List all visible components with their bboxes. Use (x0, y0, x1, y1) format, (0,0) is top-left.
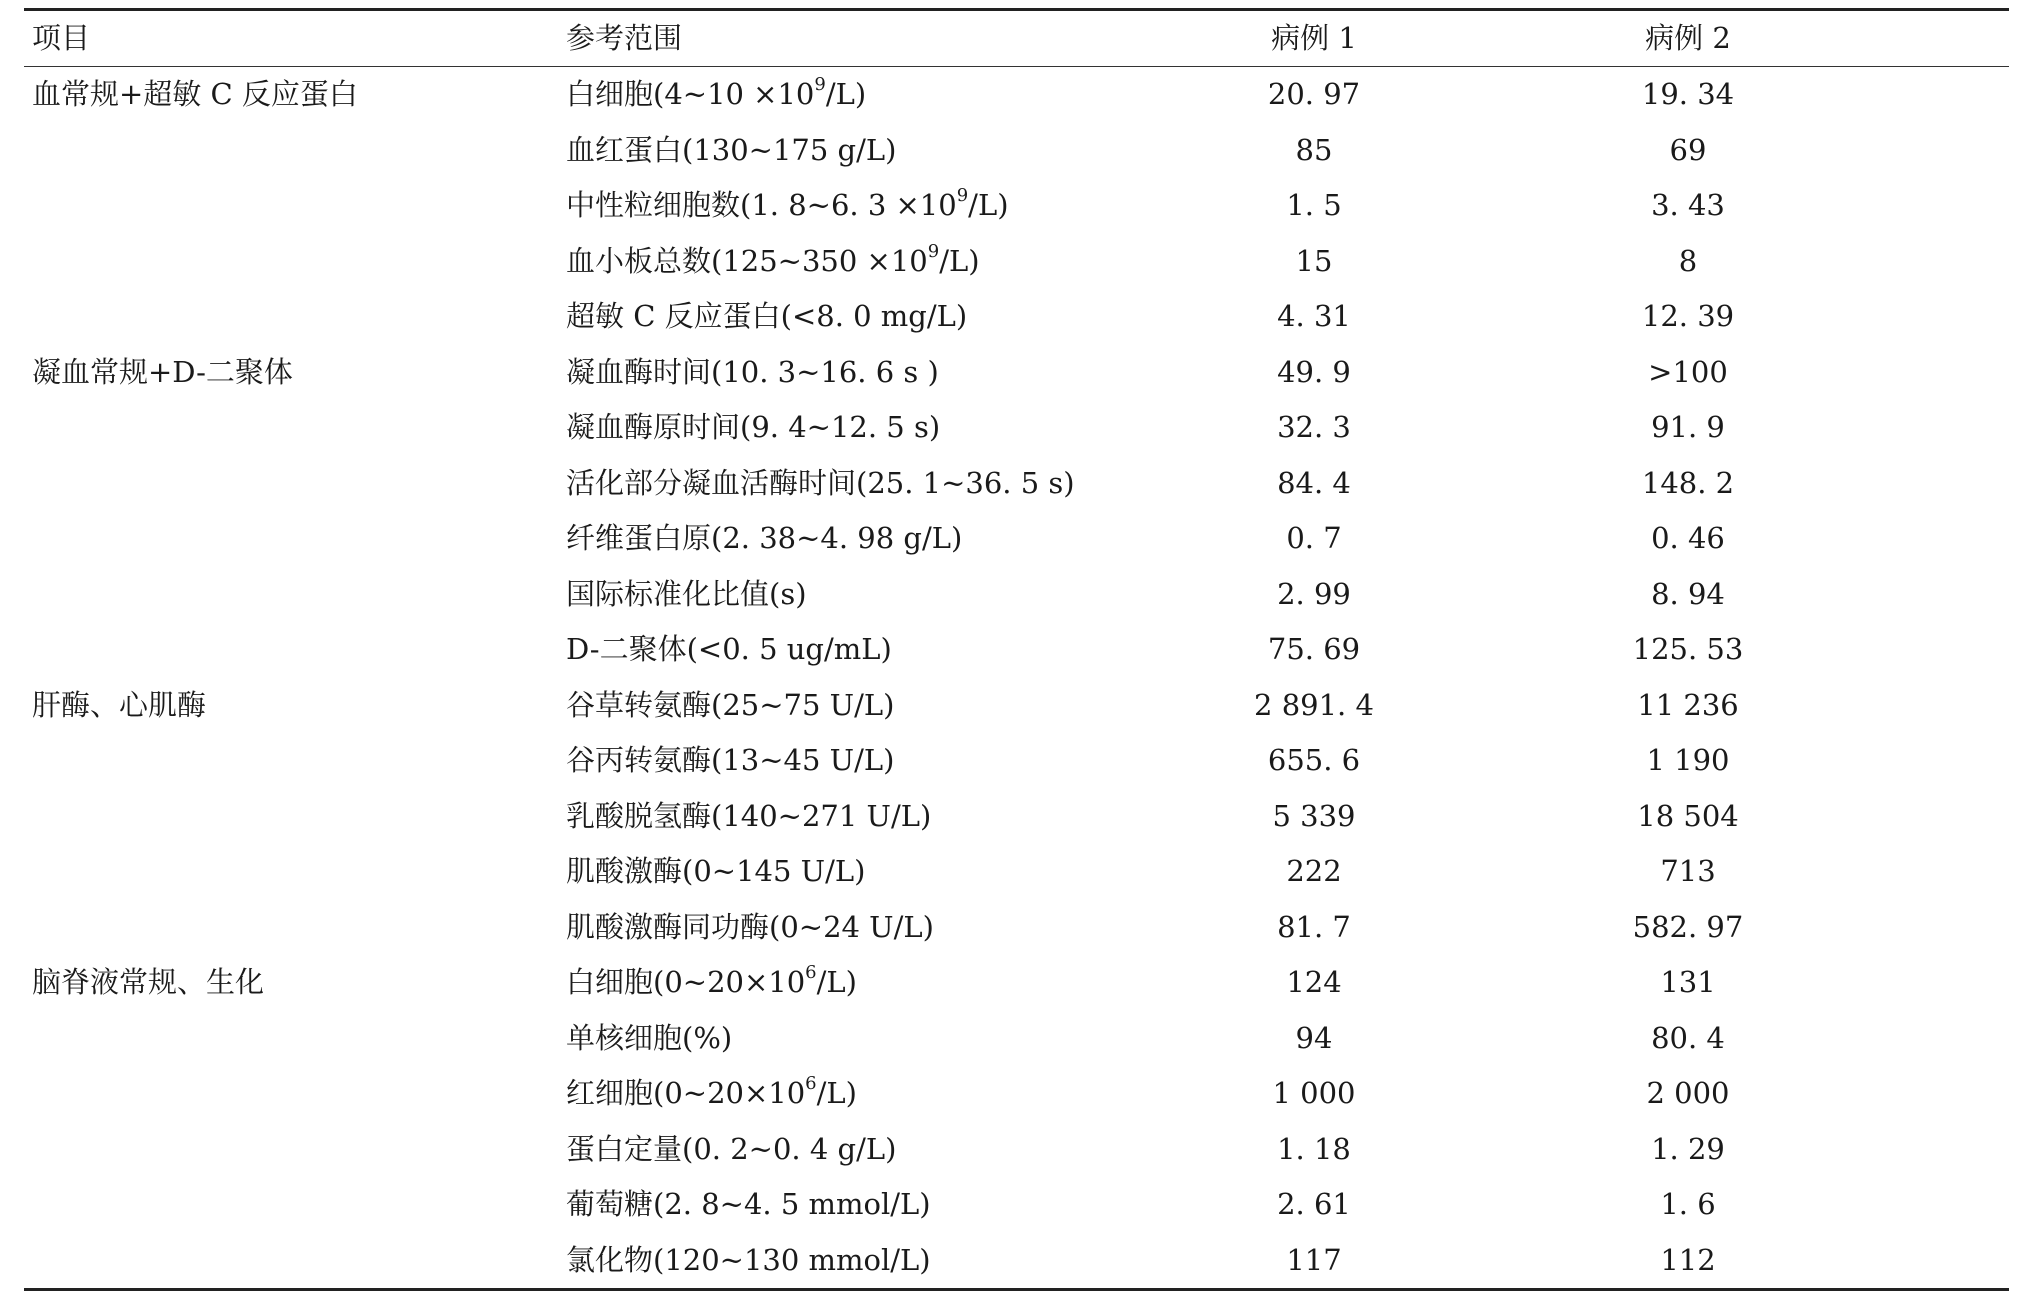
header-item: 项目 (32, 21, 91, 55)
reference-text: 白细胞(0~20×10 (566, 965, 806, 999)
reference-text: 谷草转氨酶(25~75 U/L) (566, 687, 895, 722)
row-reference-range (566, 844, 865, 900)
reference-text: 谷丙转氨酶(13~45 U/L) (566, 743, 895, 777)
row-case-2-value: 582. 97 (1632, 909, 1744, 944)
table-body (24, 67, 2009, 1288)
table-row (24, 1122, 2009, 1178)
reference-unit: /L) (939, 243, 980, 278)
table-row (24, 67, 2009, 123)
reference-text: 超敏 C 反应蛋白(<8. 0 mg/L) (566, 299, 968, 333)
table-row (24, 456, 2009, 512)
row-reference-range (566, 1122, 896, 1178)
reference-text: 血小板总数(125~350 ×10 (566, 243, 928, 278)
table-row (24, 289, 2009, 345)
row-reference-range (566, 789, 931, 845)
row-case-2-value: 1. 29 (1651, 1131, 1725, 1166)
row-case-1-value: 1. 18 (1277, 1131, 1351, 1166)
row-group-label: 凝血常规+D-二聚体 (32, 354, 293, 389)
reference-text: 氯化物(120~130 mmol/L) (566, 1242, 931, 1277)
row-case-2-value: 0. 46 (1651, 521, 1725, 555)
reference-text: 葡萄糖(2. 8~4. 5 mmol/L) (566, 1187, 931, 1221)
row-case-1-value: 0. 7 (1286, 521, 1342, 555)
reference-unit: /L) (816, 1076, 857, 1110)
row-reference-range (566, 289, 967, 345)
row-reference-range (566, 733, 894, 789)
row-reference-range (566, 678, 894, 734)
lab-results-table (24, 8, 2009, 1291)
row-reference-range (566, 1177, 931, 1233)
reference-unit: /L) (816, 965, 857, 999)
table-row (24, 1233, 2009, 1289)
row-case-1-value: 20. 97 (1267, 77, 1361, 111)
row-reference-range (566, 567, 807, 623)
table-row (24, 678, 2009, 734)
header-reference-range: 参考范围 (566, 21, 683, 55)
header-case-1: 病例 1 (1271, 21, 1357, 55)
row-case-2-value: 8. 94 (1651, 576, 1725, 611)
row-case-1-value: 124 (1286, 965, 1342, 999)
row-reference-range (566, 1066, 857, 1122)
table-row (24, 955, 2009, 1011)
row-case-1-value: 4. 31 (1277, 299, 1351, 333)
row-case-2-value: 131 (1660, 965, 1716, 999)
row-case-1-value: 1. 5 (1286, 188, 1342, 222)
row-case-2-value: 91. 9 (1651, 410, 1725, 444)
table-row (24, 400, 2009, 456)
row-case-1-value: 84. 4 (1277, 465, 1351, 500)
row-case-1-value: 2. 99 (1277, 576, 1351, 611)
row-case-1-value: 85 (1295, 132, 1333, 167)
row-case-2-value: 3. 43 (1651, 188, 1725, 222)
row-case-2-value: 69 (1669, 132, 1707, 167)
table-row (24, 1177, 2009, 1233)
reference-text: 肌酸激酶(0~145 U/L) (566, 854, 866, 888)
row-reference-range (566, 67, 866, 123)
table-row (24, 844, 2009, 900)
row-case-2-value: 11 236 (1637, 687, 1739, 722)
table-row (24, 178, 2009, 234)
row-case-1-value: 49. 9 (1277, 354, 1351, 389)
row-reference-range (566, 178, 1009, 234)
row-reference-range (566, 400, 940, 456)
reference-text: 纤维蛋白原(2. 38~4. 98 g/L) (566, 521, 963, 555)
row-case-1-value: 2. 61 (1277, 1187, 1351, 1221)
row-reference-range (566, 900, 934, 956)
row-case-1-value: 15 (1295, 243, 1333, 278)
table-row (24, 234, 2009, 290)
row-group-label: 肝酶、心肌酶 (32, 687, 207, 722)
row-case-1-value: 32. 3 (1277, 410, 1351, 444)
table-header-row (24, 11, 2009, 66)
row-case-2-value: 19. 34 (1641, 77, 1735, 111)
reference-text: 单核细胞(%) (566, 1020, 733, 1055)
row-case-2-value: 12. 39 (1641, 299, 1735, 333)
table-row (24, 733, 2009, 789)
row-reference-range (566, 456, 1075, 512)
row-case-1-value: 94 (1295, 1020, 1333, 1055)
reference-text: 血红蛋白(130~175 g/L) (566, 132, 897, 167)
reference-text: 活化部分凝血活酶时间(25. 1~36. 5 s) (566, 465, 1075, 500)
reference-exponent: 9 (927, 240, 940, 262)
row-reference-range (566, 1011, 732, 1067)
row-reference-range (566, 955, 857, 1011)
header-case-2: 病例 2 (1645, 21, 1731, 55)
row-case-2-value: 8 (1678, 243, 1698, 278)
row-case-2-value: >100 (1648, 354, 1728, 389)
table-bottom-rule (24, 1288, 2009, 1291)
reference-text: D-二聚体(<0. 5 ug/mL) (566, 632, 892, 666)
table-row (24, 123, 2009, 179)
table-row (24, 511, 2009, 567)
row-group-label: 脑脊液常规、生化 (32, 965, 265, 999)
row-case-1-value: 75. 69 (1267, 632, 1361, 666)
row-case-1-value: 2 891. 4 (1254, 687, 1374, 722)
row-reference-range (566, 234, 980, 290)
reference-unit: /L) (968, 188, 1009, 222)
table-row (24, 622, 2009, 678)
row-case-2-value: 80. 4 (1651, 1020, 1725, 1055)
reference-text: 中性粒细胞数(1. 8~6. 3 ×10 (566, 188, 957, 222)
reference-exponent: 6 (805, 962, 817, 984)
reference-text: 国际标准化比值(s) (566, 576, 807, 611)
row-case-2-value: 18 504 (1637, 798, 1739, 833)
reference-text: 凝血酶时间(10. 3~16. 6 s ) (566, 354, 939, 389)
row-case-2-value: 713 (1660, 854, 1716, 888)
reference-exponent: 6 (805, 1073, 817, 1095)
row-case-2-value: 112 (1660, 1242, 1716, 1277)
row-reference-range (566, 123, 896, 179)
row-case-2-value: 2 000 (1646, 1076, 1730, 1110)
reference-unit: /L) (825, 77, 867, 111)
reference-text: 乳酸脱氢酶(140~271 U/L) (566, 798, 932, 833)
reference-text: 白细胞(4~10 ×10 (566, 77, 815, 111)
table-row (24, 789, 2009, 845)
reference-text: 凝血酶原时间(9. 4~12. 5 s) (566, 410, 941, 444)
row-case-2-value: 1. 6 (1660, 1187, 1716, 1221)
row-case-1-value: 655. 6 (1267, 743, 1361, 777)
reference-text: 肌酸激酶同功酶(0~24 U/L) (566, 909, 934, 944)
row-group-label: 血常规+超敏 C 反应蛋白 (32, 77, 358, 111)
reference-exponent: 9 (956, 185, 969, 207)
row-case-1-value: 117 (1286, 1242, 1342, 1277)
row-case-2-value: 125. 53 (1632, 632, 1744, 666)
row-case-1-value: 1 000 (1272, 1076, 1356, 1110)
row-reference-range (566, 1233, 931, 1289)
row-case-2-value: 148. 2 (1641, 465, 1735, 500)
reference-exponent: 9 (814, 74, 826, 96)
row-reference-range (566, 511, 962, 567)
table-row (24, 1011, 2009, 1067)
row-case-1-value: 222 (1286, 854, 1342, 888)
table-row (24, 567, 2009, 623)
table-row (24, 345, 2009, 401)
row-case-1-value: 81. 7 (1277, 909, 1351, 944)
row-case-2-value: 1 190 (1646, 743, 1730, 777)
table-row (24, 900, 2009, 956)
row-reference-range (566, 622, 892, 678)
reference-text: 红细胞(0~20×10 (566, 1076, 806, 1110)
row-case-1-value: 5 339 (1272, 798, 1356, 833)
table-row (24, 1066, 2009, 1122)
reference-text: 蛋白定量(0. 2~0. 4 g/L) (566, 1131, 897, 1166)
row-reference-range (566, 345, 939, 401)
